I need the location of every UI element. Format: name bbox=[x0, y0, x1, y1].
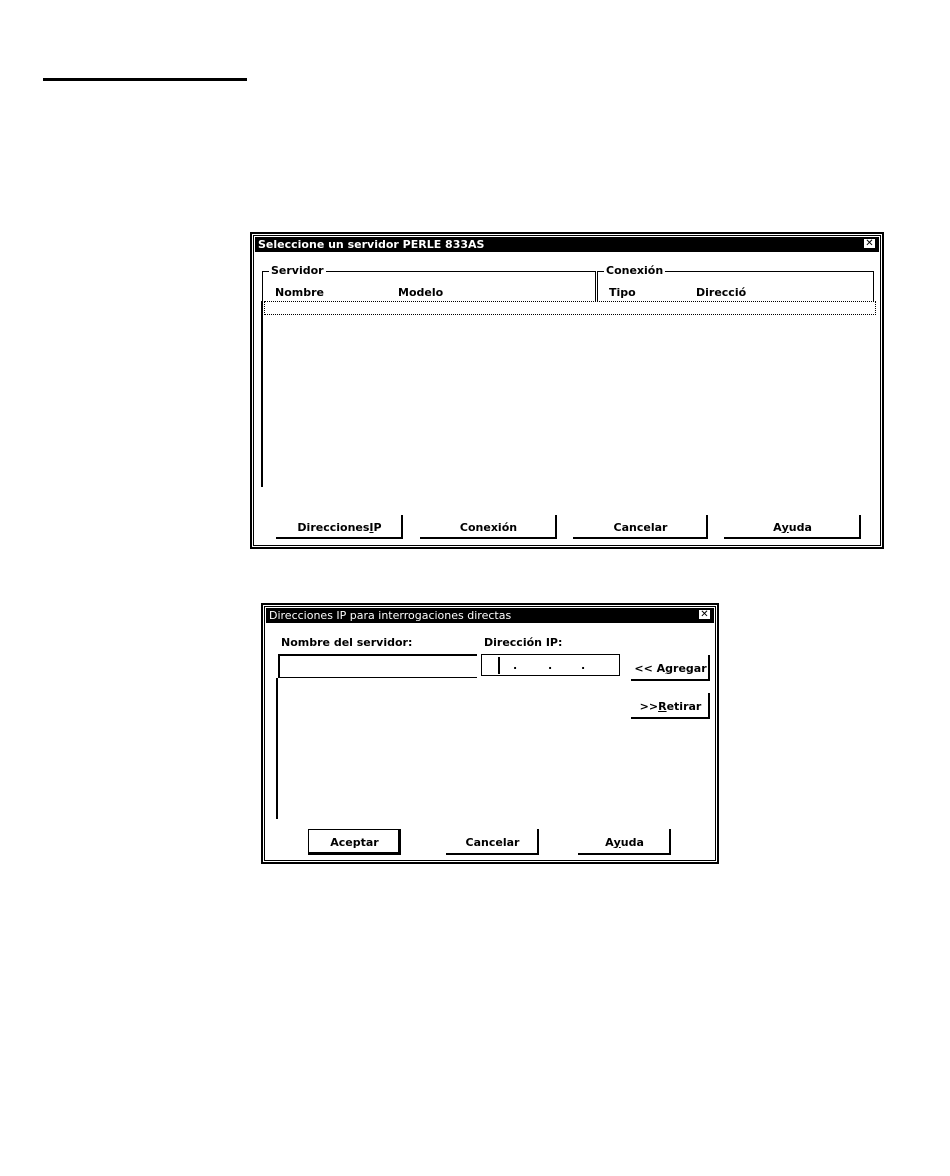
ip-address-label: Dirección IP: bbox=[484, 636, 563, 649]
aceptar-button[interactable] bbox=[308, 829, 401, 855]
select-server-dialog bbox=[250, 232, 884, 549]
cancelar-label: Cancelar bbox=[613, 520, 668, 534]
ip-separator-3: . bbox=[581, 659, 586, 672]
ip-addresses-titlebar bbox=[266, 608, 714, 623]
servidor-group bbox=[262, 264, 596, 301]
page-header-rule bbox=[43, 78, 247, 81]
aceptar-label: Aceptar bbox=[330, 835, 379, 849]
servidor-group-label: Servidor bbox=[271, 264, 324, 277]
conexion-group-label: Conexión bbox=[606, 264, 664, 277]
ip-separator-1: . bbox=[513, 659, 518, 672]
agregar-label: << Agregar bbox=[634, 661, 707, 675]
ip-separator-2: . bbox=[548, 659, 553, 672]
ip-addresses-title: Direcciones IP para interrogaciones directas bbox=[269, 609, 512, 622]
column-header-nombre[interactable]: Nombre bbox=[275, 286, 324, 299]
ip-address-input[interactable] bbox=[481, 654, 620, 676]
server-name-label: Nombre del servidor: bbox=[281, 636, 413, 649]
conexion-group bbox=[597, 264, 874, 301]
server-name-input[interactable] bbox=[278, 654, 477, 678]
column-header-tipo[interactable]: Tipo bbox=[609, 286, 636, 299]
retirar-button[interactable] bbox=[631, 693, 710, 719]
column-header-modelo[interactable]: Modelo bbox=[398, 286, 444, 299]
conexion-label: Conexión bbox=[459, 520, 518, 534]
column-header-direccion[interactable]: Direcció bbox=[696, 286, 747, 299]
ayuda-ip-label: Ayuda bbox=[605, 835, 644, 849]
ayuda-button[interactable] bbox=[724, 515, 861, 539]
cancelar-button[interactable] bbox=[573, 515, 708, 539]
close-icon[interactable]: ✕ bbox=[863, 238, 876, 249]
agregar-button[interactable] bbox=[631, 655, 710, 681]
select-server-titlebar bbox=[255, 237, 879, 252]
ip-address-list[interactable] bbox=[276, 678, 621, 819]
text-caret bbox=[498, 657, 500, 674]
ayuda-label: Ayuda bbox=[773, 520, 812, 534]
conexion-button[interactable] bbox=[420, 515, 557, 539]
cancelar-ip-label: Cancelar bbox=[465, 835, 520, 849]
direcciones-ip-label: DireccionesIP bbox=[297, 520, 382, 534]
direcciones-ip-button[interactable] bbox=[276, 515, 403, 539]
close-icon[interactable]: ✕ bbox=[698, 609, 711, 620]
select-server-title: Seleccione un servidor PERLE 833AS bbox=[258, 238, 485, 251]
ip-addresses-dialog bbox=[261, 603, 719, 864]
ayuda-ip-button[interactable] bbox=[578, 829, 671, 855]
retirar-label: >>Retirar bbox=[639, 699, 702, 713]
server-list[interactable] bbox=[261, 301, 875, 487]
server-list-focus-row[interactable] bbox=[264, 301, 876, 315]
cancelar-ip-button[interactable] bbox=[446, 829, 539, 855]
